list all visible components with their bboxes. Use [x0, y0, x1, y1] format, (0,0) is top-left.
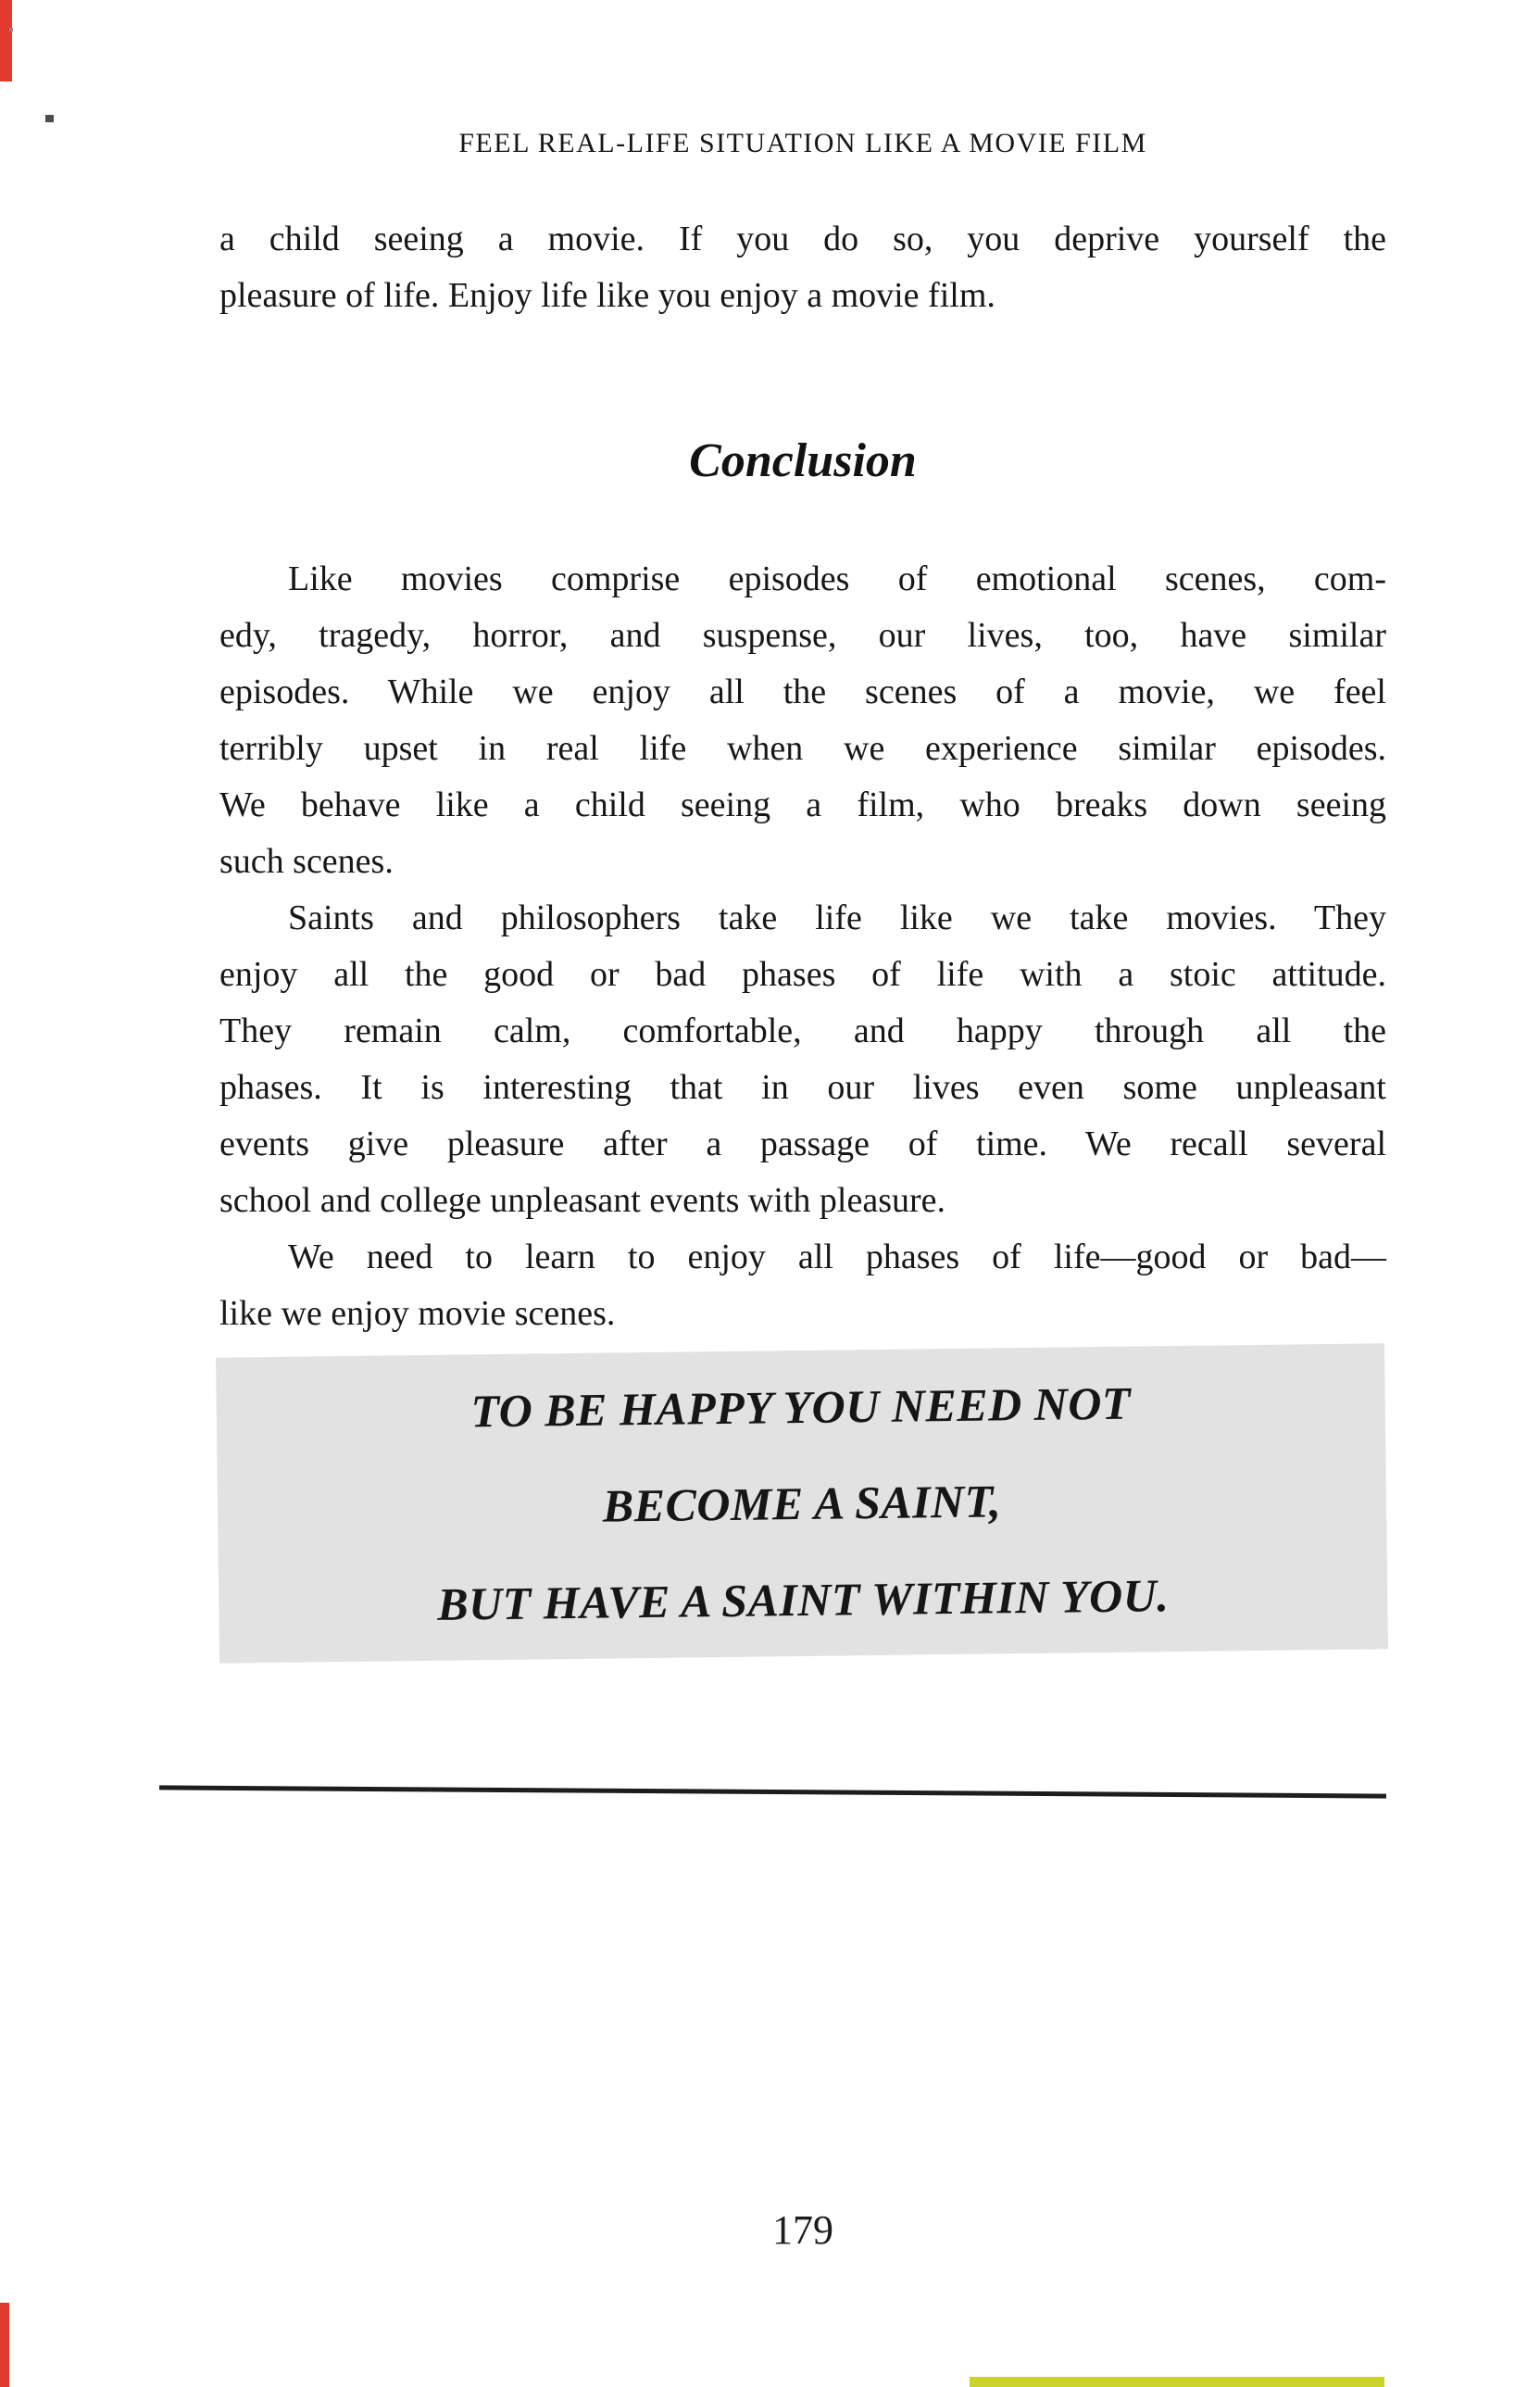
text-line: We behave like a child seeing a film, who breaks down seeing [219, 785, 1386, 824]
text-line: school and college unpleasant events with pleasure. [219, 1181, 946, 1220]
scan-speck-small [9, 28, 13, 31]
text-line: such scenes. [219, 842, 394, 881]
scan-edge-artifact-red-bottom [0, 2303, 9, 2387]
quote-line: BUT HAVE A SAINT WITHIN YOU. [436, 1569, 1170, 1630]
text-line: pleasure of life. Enjoy life like you enjoy a movie film. [219, 276, 995, 315]
scan-edge-artifact-red-top [0, 0, 12, 82]
horizontal-rule [159, 1785, 1386, 1798]
text-line: We need to learn to enjoy all phases of life—good or bad— [288, 1237, 1386, 1276]
section-heading: Conclusion [689, 434, 917, 487]
text-line: phases. It is interesting that in our lives even some unpleasant [219, 1068, 1386, 1107]
text-line: a child seeing a movie. If you do so, you deprive yourself the [219, 220, 1386, 258]
text-line: like we enjoy movie scenes. [219, 1294, 616, 1333]
text-line: episodes. While we enjoy all the scenes of a movie, we feel [219, 672, 1386, 711]
quote-box [216, 1343, 1388, 1663]
quote-line: TO BE HAPPY YOU NEED NOT [470, 1376, 1132, 1438]
running-head: FEEL REAL-LIFE SITUATION LIKE A MOVIE FILM [458, 128, 1147, 158]
text-line: Saints and philosophers take life like we take movies. They [288, 898, 1386, 937]
conclusion-paragraphs [219, 551, 1386, 1342]
intro-paragraph [219, 211, 1386, 324]
text-line: terribly upset in real life when we experience similar episodes. [219, 729, 1386, 768]
text-line: Like movies comprise episodes of emotional scenes, com- [288, 559, 1386, 598]
text-line: edy, tragedy, horror, and suspense, our lives, too, have similar [219, 616, 1386, 655]
page-number: 179 [772, 2207, 833, 2253]
text-line: enjoy all the good or bad phases of life with a stoic attitude. [219, 955, 1386, 994]
quote-line: BECOME A SAINT, [602, 1475, 1002, 1532]
text-line: They remain calm, comfortable, and happy through all the [219, 1011, 1386, 1050]
text-line: events give pleasure after a passage of time. We recall several [219, 1124, 1386, 1163]
scan-edge-artifact-yellow-bottom [970, 2377, 1384, 2387]
scan-speck [45, 115, 54, 122]
